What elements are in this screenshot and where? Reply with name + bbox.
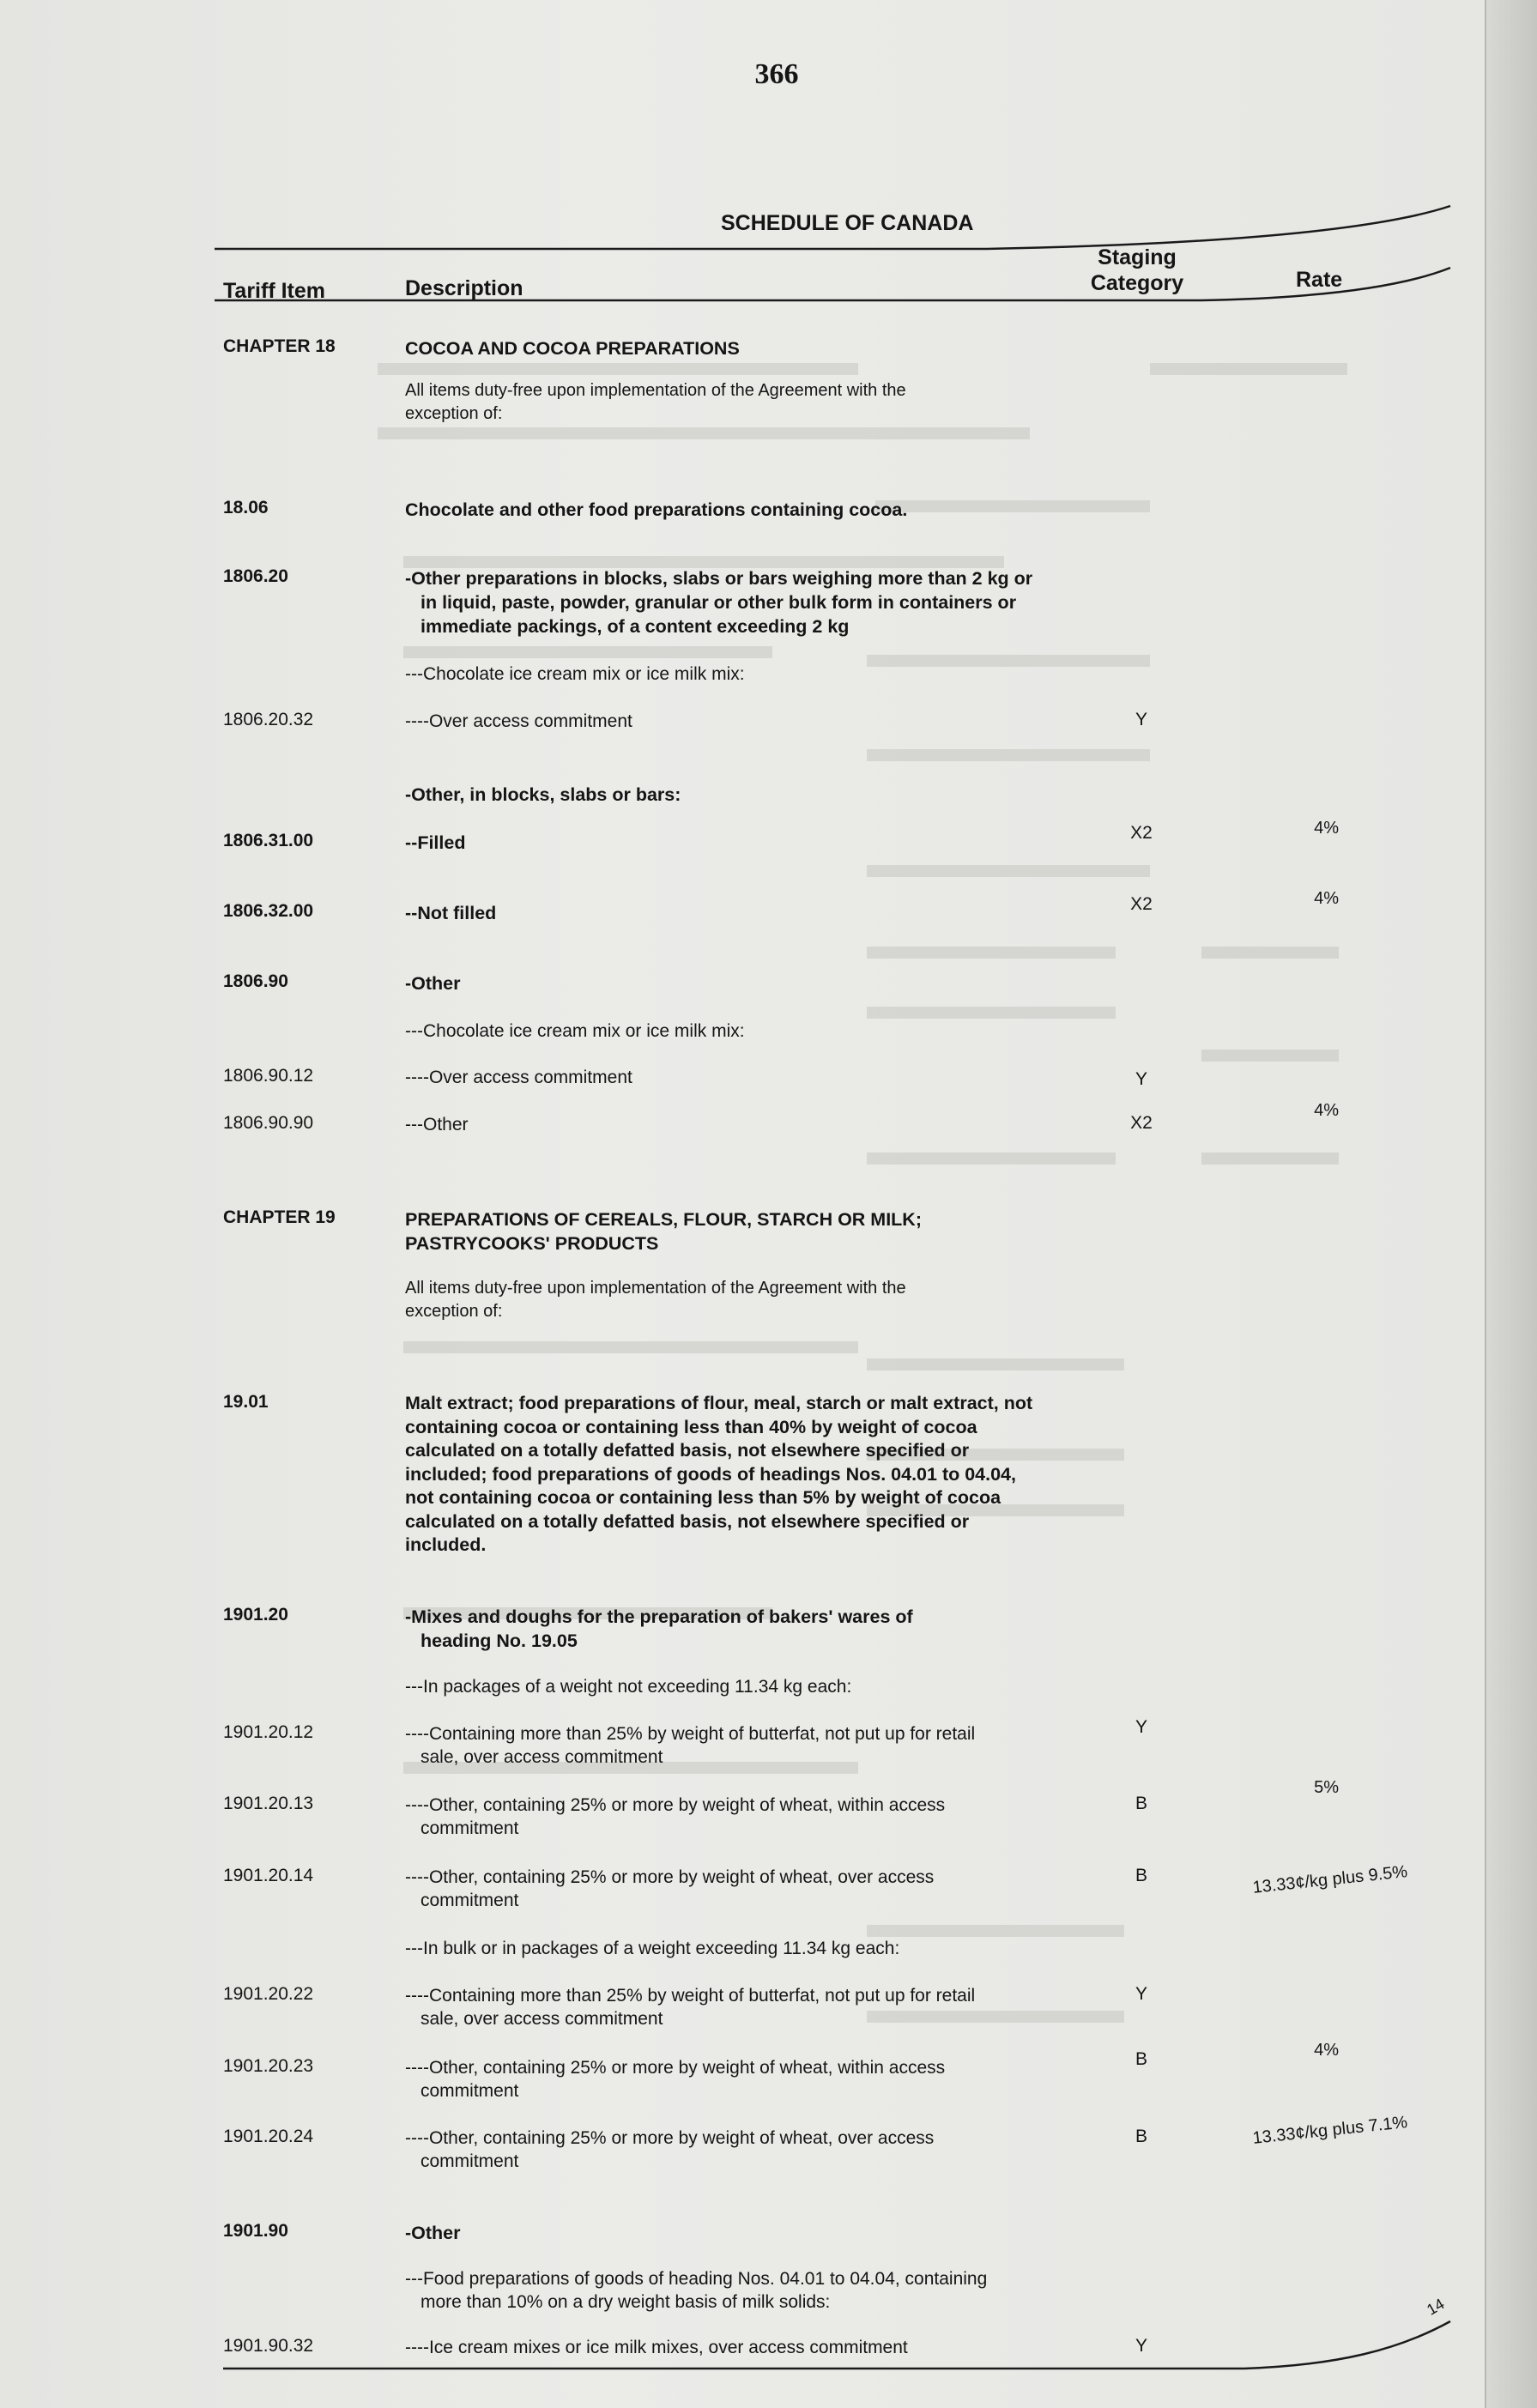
- tariff-item-code: CHAPTER 18: [223, 336, 336, 356]
- tariff-item-code: 1901.20.14: [223, 1866, 314, 1885]
- tariff-item-code: 1901.20.13: [223, 1794, 314, 1813]
- tariff-item-code: 18.06: [223, 498, 269, 517]
- header-rate: Rate: [1296, 268, 1343, 292]
- staging-category: Y: [1135, 1717, 1147, 1737]
- item-description: ----Containing more than 25% by weight of butterfat, not put up for retail sale, over access commitment: [405, 1724, 976, 1767]
- staging-category: B: [1135, 1794, 1147, 1813]
- header-description: Description: [405, 276, 523, 300]
- item-description: PREPARATIONS OF CEREALS, FLOUR, STARCH OR MILK; PASTRYCOOKS' PRODUCTS: [405, 1209, 922, 1254]
- tariff-item-code: 1806.20.32: [223, 710, 314, 729]
- tariff-item-code: CHAPTER 19: [223, 1207, 336, 1227]
- item-description: ---Chocolate ice cream mix or ice milk mix:: [405, 1021, 745, 1041]
- tariff-item-code: 1901.20.23: [223, 2056, 314, 2076]
- page-number: 366: [754, 58, 799, 90]
- item-description: ----Other, containing 25% or more by weight of wheat, within access commitment: [405, 2058, 946, 2101]
- tariff-item-code: 1901.20.24: [223, 2127, 314, 2146]
- item-description: ----Over access commitment: [405, 1068, 632, 1087]
- tariff-item-code: 1806.32.00: [223, 901, 314, 921]
- rate: 4%: [1314, 2041, 1339, 2060]
- item-description: All items duty-free upon implementation of the Agreement with the exception of:: [405, 381, 906, 423]
- item-description: ---Chocolate ice cream mix or ice milk mix:: [405, 664, 745, 684]
- tariff-item-code: 1901.20: [223, 1605, 288, 1624]
- rate: 13.33¢/kg plus 9.5%: [1251, 1862, 1409, 1897]
- item-description: -Other, in blocks, slabs or bars:: [405, 784, 681, 805]
- rate: 13.33¢/kg plus 7.1%: [1251, 2113, 1409, 2148]
- staging-category: Y: [1135, 1069, 1147, 1089]
- item-description: ----Other, containing 25% or more by weight of wheat, within access commitment: [405, 1795, 946, 1838]
- tariff-item-code: 1901.90.32: [223, 2336, 314, 2356]
- item-description: Malt extract; food preparations of flour, meal, starch or malt extract, not containing cocoa or containing less than 40% by weight of cocoa calculated on a totally defatted basis, not elsewhere specified or included; food preparations of goods of headings Nos. 04.01 to 04.04, not containing cocoa or containing less than 5% by weight of cocoa calculated on a totally defatted basis, not elsewhere specified or included.: [405, 1393, 1033, 1555]
- item-description: ----Containing more than 25% by weight of butterfat, not put up for retail sale, over access commitment: [405, 1986, 976, 2029]
- staging-category: Y: [1135, 2336, 1147, 2356]
- item-description: ---Other: [405, 1115, 469, 1134]
- staging-category: B: [1135, 2049, 1147, 2069]
- item-description: --Filled: [405, 832, 466, 853]
- rate: 5%: [1314, 1778, 1339, 1797]
- rate: 4%: [1314, 889, 1339, 908]
- staging-category: B: [1135, 2127, 1147, 2146]
- item-description: ----Ice cream mixes or ice milk mixes, over access commitment: [405, 2338, 908, 2357]
- item-description: --Not filled: [405, 903, 497, 923]
- item-description: ----Other, containing 25% or more by weight of wheat, over access commitment: [405, 1867, 935, 1910]
- tariff-item-code: 1806.31.00: [223, 831, 314, 850]
- header-rule: [215, 268, 1450, 300]
- item-description: ----Over access commitment: [405, 711, 632, 731]
- item-description: -Other: [405, 2223, 461, 2243]
- tariff-item-code: 1806.90.90: [223, 1113, 314, 1133]
- item-description: ---In bulk or in packages of a weight exceeding 11.34 kg each:: [405, 1939, 900, 1958]
- item-description: -Other: [405, 973, 461, 994]
- item-description: ---In packages of a weight not exceeding 11.34 kg each:: [405, 1677, 852, 1697]
- item-description: -Mixes and doughs for the preparation of bakers' wares of heading No. 19.05: [405, 1606, 913, 1651]
- header-staging-category: Staging Category: [1090, 245, 1184, 295]
- item-description: ---Food preparations of goods of heading Nos. 04.01 to 04.04, containing more than 10% on a dry weight basis of milk solids:: [405, 2269, 988, 2312]
- tariff-item-code: 1806.90: [223, 971, 288, 991]
- schedule-title: SCHEDULE OF CANADA: [721, 211, 974, 235]
- staging-category: Y: [1135, 710, 1147, 729]
- rate: 4%: [1314, 819, 1339, 838]
- tariff-item-code: 1901.20.12: [223, 1722, 314, 1742]
- staging-category: X2: [1130, 1113, 1153, 1133]
- staging-category: Y: [1135, 1984, 1147, 2004]
- item-description: All items duty-free upon implementation of the Agreement with the exception of:: [405, 1279, 906, 1321]
- staging-category: X2: [1130, 894, 1153, 914]
- staging-category: B: [1135, 1866, 1147, 1885]
- tariff-item-code: 1806.20: [223, 566, 288, 586]
- tariff-item-code: 1901.20.22: [223, 1984, 314, 2004]
- tariff-item-code: 19.01: [223, 1392, 269, 1412]
- tariff-item-code: 1901.90: [223, 2221, 288, 2241]
- item-description: -Other preparations in blocks, slabs or bars weighing more than 2 kg or in liquid, paste, powder, granular or other bulk form in containers or immediate packings, of a content exceeding 2 kg: [405, 568, 1033, 637]
- tariff-item-code: 1806.90.12: [223, 1066, 314, 1086]
- item-description: ----Other, containing 25% or more by weight of wheat, over access commitment: [405, 2128, 935, 2171]
- item-description: Chocolate and other food preparations containing cocoa.: [405, 499, 908, 520]
- rate: 4%: [1314, 1101, 1339, 1120]
- corner-page-mark: 14: [1424, 2295, 1448, 2319]
- item-description: COCOA AND COCOA PREPARATIONS: [405, 338, 740, 359]
- staging-category: X2: [1130, 823, 1153, 843]
- header-tariff-item: Tariff Item: [223, 279, 325, 303]
